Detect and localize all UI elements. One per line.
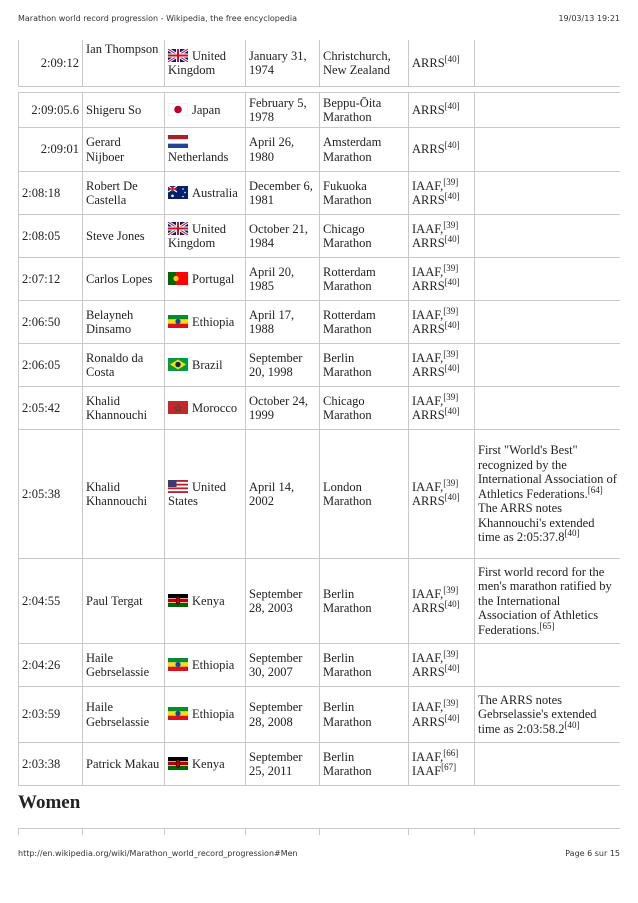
nation-name: Kenya bbox=[192, 756, 225, 771]
date-cell: April 20, 1985 bbox=[245, 258, 319, 300]
ref-link[interactable]: [39] bbox=[443, 697, 459, 708]
notes-cell bbox=[474, 215, 620, 257]
notes-cell bbox=[474, 93, 620, 127]
place-cell[interactable]: Rotterdam Marathon bbox=[319, 258, 408, 300]
ref-link[interactable]: [39] bbox=[443, 262, 459, 273]
time-cell: 2:05:42 bbox=[18, 387, 82, 429]
ref-link[interactable]: [40] bbox=[444, 276, 460, 287]
place-cell[interactable]: Chicago Marathon bbox=[319, 215, 408, 257]
japan-flag-icon bbox=[168, 103, 188, 116]
time-cell: 2:09:05.6 bbox=[18, 93, 82, 127]
source-cell: IAAF,[39] ARRS[40] bbox=[408, 215, 474, 257]
morocco-flag-icon bbox=[168, 401, 188, 414]
ref-link[interactable]: [66] bbox=[443, 747, 459, 758]
ethiopia-flag-icon bbox=[168, 658, 188, 671]
nation-name: Brazil bbox=[192, 357, 223, 372]
time-cell: 2:09:01 bbox=[18, 128, 82, 171]
ref-link[interactable]: [40] bbox=[444, 53, 460, 64]
ref-link[interactable]: [67] bbox=[441, 761, 457, 772]
date-cell: April 17, 1988 bbox=[245, 301, 319, 343]
date-cell: April 26, 1980 bbox=[245, 128, 319, 171]
place-cell[interactable]: Beppu-Ōita Marathon bbox=[319, 93, 408, 127]
usa-flag-icon bbox=[168, 480, 188, 493]
ref-link[interactable]: [40] bbox=[444, 598, 460, 609]
nation-name: Ethiopia bbox=[192, 314, 235, 329]
athlete-cell[interactable]: Khalid Khannouchi bbox=[82, 430, 164, 558]
nation-cell[interactable] bbox=[164, 172, 245, 214]
ref-link[interactable]: [40] bbox=[444, 190, 460, 201]
ref-link[interactable]: [39] bbox=[443, 305, 459, 316]
nation-name: Portugal bbox=[192, 271, 235, 286]
kenya-flag-icon bbox=[168, 594, 188, 607]
athlete-cell[interactable]: Haile Gebrselassie bbox=[82, 644, 164, 686]
table-row bbox=[18, 387, 620, 430]
nation-name: Australia bbox=[192, 185, 238, 200]
source-cell: IAAF,[39] ARRS[40] bbox=[408, 430, 474, 558]
uk-flag-icon bbox=[168, 49, 188, 62]
table-row bbox=[18, 172, 620, 215]
brazil-flag-icon bbox=[168, 358, 188, 371]
nation-name: Ethiopia bbox=[192, 657, 235, 672]
place-cell[interactable]: Berlin Marathon bbox=[319, 687, 408, 742]
place-cell[interactable]: Amsterdam Marathon bbox=[319, 128, 408, 171]
nation-name: Ethiopia bbox=[192, 707, 235, 722]
nation-name: United Kingdom bbox=[168, 221, 227, 250]
nation-name: Morocco bbox=[192, 400, 238, 415]
table-row bbox=[18, 301, 620, 344]
notes-cell bbox=[474, 258, 620, 300]
nation-cell[interactable] bbox=[164, 387, 245, 429]
kenya-flag-icon bbox=[168, 757, 188, 770]
ref-link[interactable]: [40] bbox=[444, 662, 460, 673]
source-cell: IAAF,[39] ARRS[40] bbox=[408, 559, 474, 643]
source-cell: IAAF,[39] ARRS[40] bbox=[408, 687, 474, 742]
nation-name: Netherlands bbox=[168, 149, 229, 164]
source-cell: IAAF,[39] ARRS[40] bbox=[408, 258, 474, 300]
time-cell: 2:03:59 bbox=[18, 687, 82, 742]
nation-name: United States bbox=[168, 479, 227, 508]
notes-cell bbox=[474, 301, 620, 343]
notes-cell bbox=[474, 172, 620, 214]
ref-link[interactable]: [39] bbox=[443, 391, 459, 402]
athlete-cell[interactable]: Belayneh Dinsamo bbox=[82, 301, 164, 343]
notes-cell bbox=[474, 743, 620, 785]
time-cell: 2:06:05 bbox=[18, 344, 82, 386]
page-title: Marathon world record progression - Wikipedia, the free encyclopedia bbox=[18, 14, 298, 23]
table-row bbox=[18, 215, 620, 258]
date-cell: September 28, 2008 bbox=[245, 687, 319, 742]
date-cell: September 25, 2011 bbox=[245, 743, 319, 785]
nation-cell[interactable] bbox=[164, 301, 245, 343]
nation-cell[interactable] bbox=[164, 258, 245, 300]
australia-flag-icon bbox=[168, 186, 188, 199]
ethiopia-flag-icon bbox=[168, 315, 188, 328]
place-cell[interactable]: Berlin Marathon bbox=[319, 644, 408, 686]
ref-link[interactable]: [39] bbox=[443, 176, 459, 187]
date-cell: April 14, 2002 bbox=[245, 430, 319, 558]
place-cell[interactable]: Rotterdam Marathon bbox=[319, 301, 408, 343]
ref-link[interactable]: [40] bbox=[444, 712, 460, 723]
date-cell: October 21, 1984 bbox=[245, 215, 319, 257]
nation-cell[interactable] bbox=[164, 644, 245, 686]
athlete-cell[interactable]: Robert De Castella bbox=[82, 172, 164, 214]
source-cell: ARRS[40] bbox=[408, 128, 474, 171]
page-number: Page 6 sur 15 bbox=[565, 849, 620, 858]
time-cell: 2:08:05 bbox=[18, 215, 82, 257]
notes-cell bbox=[474, 128, 620, 171]
notes-cell: The ARRS notes Gebrselassie's extended time as 2:03:58.2[40] bbox=[474, 687, 620, 742]
ref-link[interactable]: [40] bbox=[564, 719, 580, 730]
ref-link[interactable]: [40] bbox=[444, 491, 460, 502]
athlete-cell[interactable]: Ian Thompson bbox=[82, 40, 164, 86]
source-cell: IAAF,[39] ARRS[40] bbox=[408, 387, 474, 429]
place-cell[interactable]: Fukuoka Marathon bbox=[319, 172, 408, 214]
nation-name: Kenya bbox=[192, 593, 225, 608]
table-row bbox=[18, 687, 620, 743]
notes-cell bbox=[474, 387, 620, 429]
place-cell[interactable]: London Marathon bbox=[319, 430, 408, 558]
ref-link[interactable]: [40] bbox=[564, 528, 580, 539]
table-row bbox=[18, 644, 620, 687]
ref-link[interactable]: [40] bbox=[444, 233, 460, 244]
notes-cell bbox=[474, 344, 620, 386]
notes-cell: First "World's Best" recognized by the International Association of Athletics Federations.[64] The ARRS notes Khannouchi's extended time as 2:05:37.8[40] bbox=[474, 430, 620, 558]
table-row bbox=[18, 430, 620, 559]
nation-cell[interactable] bbox=[164, 559, 245, 643]
time-cell: 2:07:12 bbox=[18, 258, 82, 300]
print-header bbox=[18, 14, 620, 23]
ref-link[interactable]: [65] bbox=[539, 620, 555, 631]
ethiopia-flag-icon bbox=[168, 707, 188, 720]
place-cell[interactable]: Berlin Marathon bbox=[319, 559, 408, 643]
portugal-flag-icon bbox=[168, 272, 188, 285]
nation-cell[interactable] bbox=[164, 40, 245, 86]
ref-link[interactable]: [40] bbox=[444, 140, 460, 151]
athlete-cell[interactable]: Carlos Lopes bbox=[82, 258, 164, 300]
table-row bbox=[18, 559, 620, 644]
ref-link[interactable]: [39] bbox=[443, 648, 459, 659]
time-cell: 2:09:12 bbox=[18, 40, 82, 86]
table-row bbox=[18, 344, 620, 387]
date-cell: December 6, 1981 bbox=[245, 172, 319, 214]
table-row bbox=[18, 93, 620, 128]
source-cell: ARRS[40] bbox=[408, 40, 474, 86]
nation-cell[interactable] bbox=[164, 93, 245, 127]
women-section-heading: Women bbox=[18, 792, 81, 813]
athlete-cell[interactable]: Khalid Khannouchi bbox=[82, 387, 164, 429]
place-cell[interactable]: Christchurch, New Zealand bbox=[319, 40, 408, 86]
athlete-cell[interactable]: Patrick Makau bbox=[82, 743, 164, 785]
table-row bbox=[18, 128, 620, 172]
athlete-cell[interactable]: Gerard Nijboer bbox=[82, 128, 164, 171]
ref-link[interactable]: [39] bbox=[443, 348, 459, 359]
athlete-cell[interactable]: Shigeru So bbox=[82, 93, 164, 127]
nation-name: United Kingdom bbox=[168, 48, 227, 77]
place-cell[interactable]: Berlin Marathon bbox=[319, 743, 408, 785]
time-cell: 2:06:50 bbox=[18, 301, 82, 343]
ref-link[interactable]: [40] bbox=[444, 405, 460, 416]
nation-cell[interactable] bbox=[164, 430, 245, 558]
table-row bbox=[18, 40, 620, 87]
nation-cell[interactable] bbox=[164, 128, 245, 171]
print-datetime: 19/03/13 19:21 bbox=[558, 14, 620, 23]
men-record-table bbox=[18, 40, 620, 786]
place-cell[interactable]: Berlin Marathon bbox=[319, 344, 408, 386]
page-url: http://en.wikipedia.org/wiki/Marathon_world_record_progression#Men bbox=[18, 849, 298, 858]
ref-link[interactable]: [40] bbox=[444, 100, 460, 111]
athlete-cell[interactable]: Paul Tergat bbox=[82, 559, 164, 643]
nation-cell[interactable] bbox=[164, 344, 245, 386]
print-footer bbox=[18, 849, 620, 858]
ref-link[interactable]: [40] bbox=[444, 362, 460, 373]
uk-flag-icon bbox=[168, 222, 188, 235]
date-cell: January 31, 1974 bbox=[245, 40, 319, 86]
time-cell: 2:08:18 bbox=[18, 172, 82, 214]
source-cell: IAAF,[66] IAAF[67] bbox=[408, 743, 474, 785]
date-cell: September 30, 2007 bbox=[245, 644, 319, 686]
ref-link[interactable]: [39] bbox=[443, 584, 459, 595]
ref-link[interactable]: [64] bbox=[587, 484, 603, 495]
ref-link[interactable]: [39] bbox=[443, 477, 459, 488]
nation-cell[interactable] bbox=[164, 743, 245, 785]
nation-cell[interactable] bbox=[164, 215, 245, 257]
nation-name: Japan bbox=[192, 102, 221, 117]
athlete-cell[interactable]: Haile Gebrselassie bbox=[82, 687, 164, 742]
athlete-cell[interactable]: Ronaldo da Costa bbox=[82, 344, 164, 386]
ref-link[interactable]: [39] bbox=[443, 219, 459, 230]
ref-link[interactable]: [40] bbox=[444, 319, 460, 330]
notes-cell: First world record for the men's marathon ratified by the International Association of Athletics Federations.[65] bbox=[474, 559, 620, 643]
table-row bbox=[18, 743, 620, 786]
source-cell: ARRS[40] bbox=[408, 93, 474, 127]
source-cell: IAAF,[39] ARRS[40] bbox=[408, 344, 474, 386]
date-cell: September 20, 1998 bbox=[245, 344, 319, 386]
notes-cell bbox=[474, 644, 620, 686]
notes-cell bbox=[474, 40, 620, 86]
time-cell: 2:04:55 bbox=[18, 559, 82, 643]
date-cell: September 28, 2003 bbox=[245, 559, 319, 643]
source-cell: IAAF,[39] ARRS[40] bbox=[408, 301, 474, 343]
time-cell: 2:04:26 bbox=[18, 644, 82, 686]
source-cell: IAAF,[39] ARRS[40] bbox=[408, 644, 474, 686]
date-cell: February 5, 1978 bbox=[245, 93, 319, 127]
women-table-top bbox=[18, 828, 620, 835]
source-cell: IAAF,[39] ARRS[40] bbox=[408, 172, 474, 214]
time-cell: 2:03:38 bbox=[18, 743, 82, 785]
netherlands-flag-icon bbox=[168, 135, 188, 148]
nation-cell[interactable] bbox=[164, 687, 245, 742]
place-cell[interactable]: Chicago Marathon bbox=[319, 387, 408, 429]
athlete-cell[interactable]: Steve Jones bbox=[82, 215, 164, 257]
time-cell: 2:05:38 bbox=[18, 430, 82, 558]
date-cell: October 24, 1999 bbox=[245, 387, 319, 429]
table-row bbox=[18, 258, 620, 301]
